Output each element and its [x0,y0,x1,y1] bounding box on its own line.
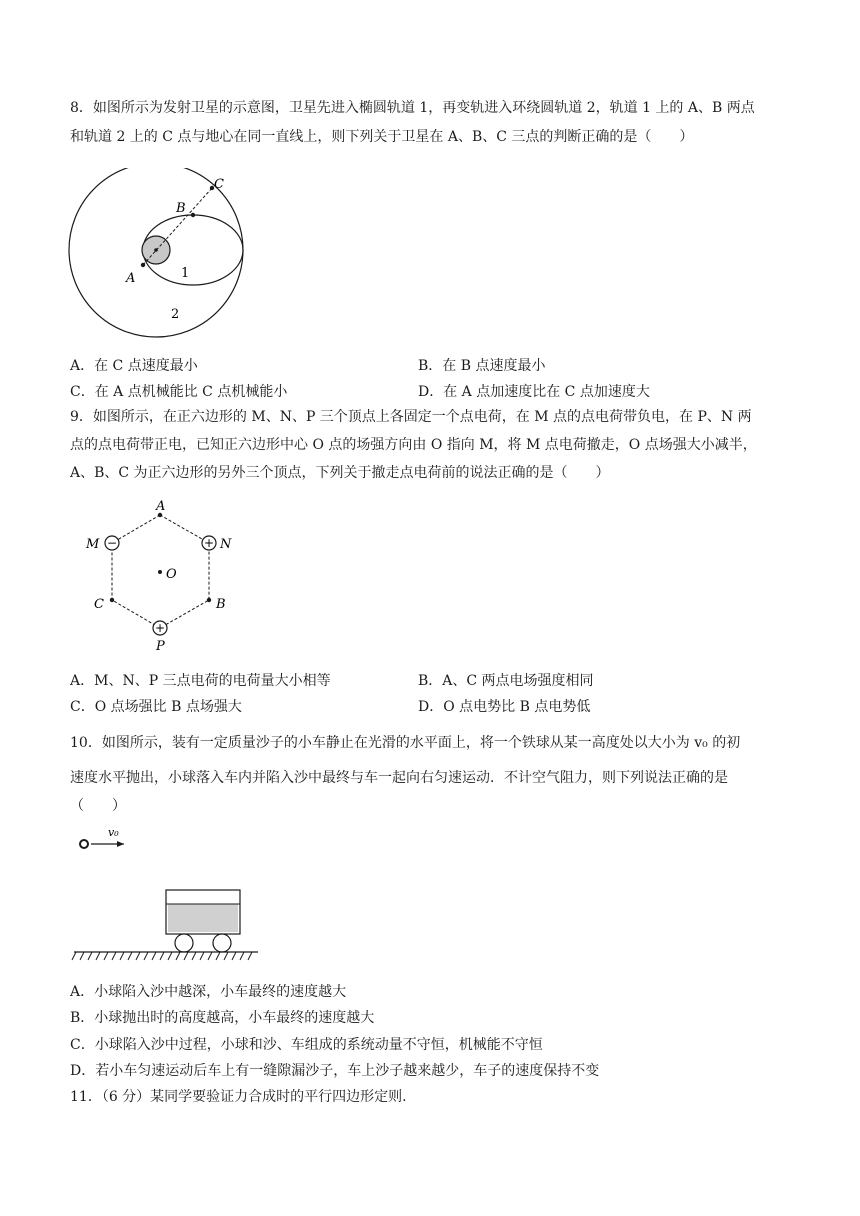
q9-stem-line2: 点的点电荷带正电，已知正六边形中心 O 点的场强方向由 O 指向 M，将 M 点电荷撤走，O 点场强大小减半， [70,437,757,453]
q9-option-a: A．M、N、P 三点电荷的电荷量大小相等 [70,673,331,689]
line-a-to-c [143,188,212,265]
vertex-b-dot [207,598,211,602]
q9-option-d: D．O 点电势比 B 点电势低 [418,699,591,715]
q8-option-c: C．在 A 点机械能比 C 点机械能小 [70,384,288,400]
q9-hexagon-figure [80,496,250,656]
q8-stem-line1: 8．如图所示为发射卫星的示意图，卫星先进入椭圆轨道 1，再变轨进入环绕圆轨道 2，轨道 1 上的 A、B 两点 [70,100,755,116]
label-a: A [126,271,136,286]
q9-option-c: C．O 点场强比 B 点场强大 [70,699,242,715]
q8-stem-line2: 和轨道 2 上的 C 点与地心在同一直线上，则下列关于卫星在 A、B、C 三点的判断正确的是（ ） [70,129,694,145]
q10-cart-figure [66,822,266,972]
q9-stem-line3: A、B、C 为正六边形的另外三个顶点，下列关于撤走点电荷前的说法正确的是（ ） [70,465,610,481]
label-m: M [86,537,100,552]
plus-sign-n: + [203,536,215,550]
q10-stem-line3: （ ） [70,798,126,814]
q10-option-b: B．小球抛出时的高度越高，小车最终的速度越大 [70,1010,375,1026]
q9-stem-line1: 9．如图所示，在正六边形的 M、N、P 三个顶点上各固定一个点电荷，在 M 点的点电荷带负电，在 P、N 两 [70,409,752,425]
q9-option-b: B．A、C 两点电场强度相同 [418,673,594,689]
q10-stem-line2: 速度水平抛出，小球落入车内并陷入沙中最终与车一起向右匀速运动．不计空气阻力，则下列说法正确的是 [70,770,728,786]
q8-orbit-figure [60,168,260,348]
q8-option-d: D．在 A 点加速度比在 C 点加速度大 [418,384,650,400]
earth-center-dot [154,248,158,252]
label-p: P [156,639,165,654]
vertex-c-dot [110,598,114,602]
q8-option-b: B．在 B 点速度最小 [418,358,546,374]
cart-wheel-right [213,934,231,952]
point-b-dot [191,213,195,217]
label-v0: v₀ [108,826,119,839]
label-c: C [214,177,224,192]
label-orbit-2: 2 [171,307,180,322]
center-o-dot [158,570,162,574]
iron-ball [80,840,88,848]
plus-sign-p: + [154,621,166,635]
label-n: N [220,537,232,552]
q10-option-c: C．小球陷入沙中过程，小球和沙、车组成的系统动量不守恒，机械能不守恒 [70,1037,543,1053]
q11-stem-line1: 11．（6 分）某同学要验证力合成时的平行四边形定则. [70,1089,407,1105]
minus-sign: − [106,536,118,550]
q10-stem-line1: 10．如图所示，装有一定质量沙子的小车静止在光滑的水平面上，将一个铁球从某一高度处以大小为 v₀ 的初 [70,735,741,751]
point-a-dot [141,263,145,267]
velocity-arrow-head [117,841,124,847]
cart-wheel-left [175,934,193,952]
sand-fill [168,904,238,932]
label-o: O [166,567,177,582]
label-c: C [94,597,104,612]
ground-hatching [72,952,252,960]
q10-option-d: D．若小车匀速运动后车上有一缝隙漏沙子，车上沙子越来越少，车子的速度保持不变 [70,1063,600,1079]
label-b: B [216,597,226,612]
q10-option-a: A．小球陷入沙中越深，小车最终的速度越大 [70,984,347,1000]
label-b: B [176,201,186,216]
label-a: A [156,499,166,514]
q8-option-a: A．在 C 点速度最小 [70,358,198,374]
label-orbit-1: 1 [181,266,190,281]
